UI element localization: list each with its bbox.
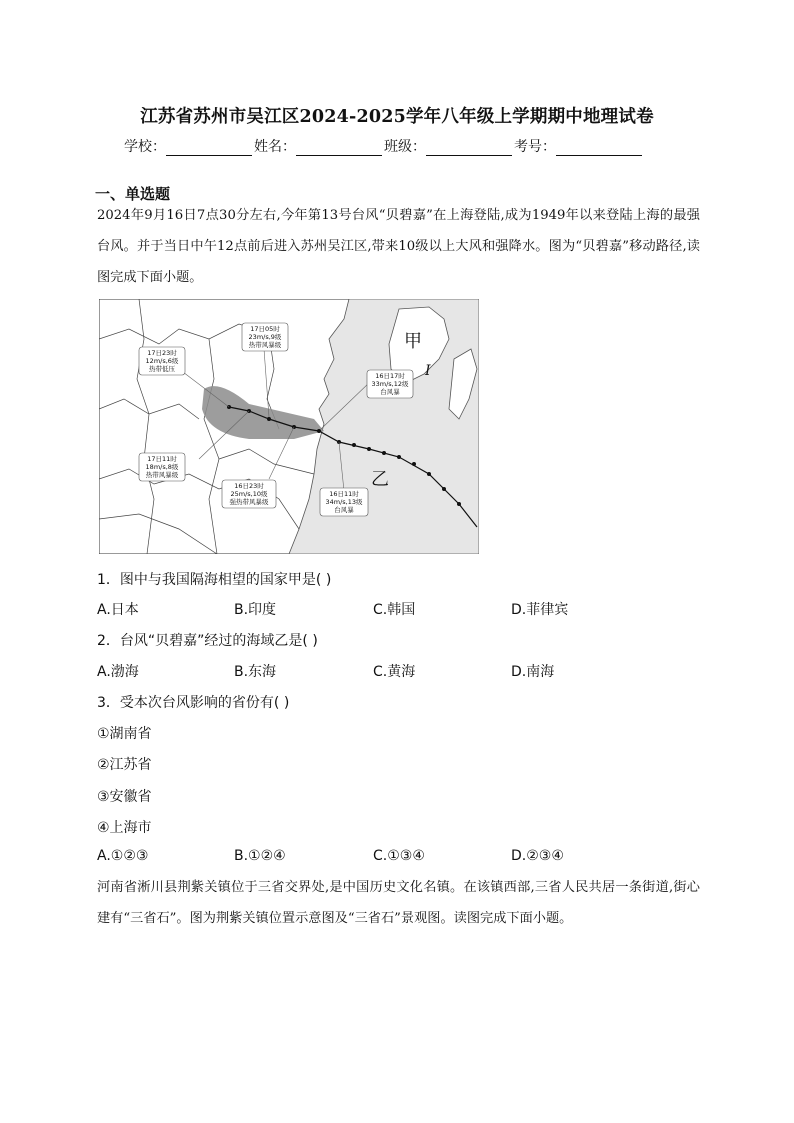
- q2-option-c[interactable]: C.黄海: [373, 664, 416, 680]
- svg-text:热带风暴级: 热带风暴级: [145, 471, 179, 479]
- q3-item-2: ②江苏省: [97, 757, 152, 773]
- question-3-stem: 3．受本次台风影响的省份有( ): [97, 695, 290, 711]
- exam-no-blank[interactable]: [556, 139, 642, 156]
- q2-option-d[interactable]: D.南海: [511, 664, 555, 680]
- svg-text:16日17时: 16日17时: [375, 372, 405, 380]
- class-blank[interactable]: [426, 139, 512, 156]
- school-blank[interactable]: [166, 139, 252, 156]
- student-info-line: [124, 136, 644, 156]
- svg-text:台风暴: 台风暴: [334, 506, 354, 514]
- svg-text:18m/s,8级: 18m/s,8级: [145, 463, 179, 471]
- svg-text:I: I: [425, 363, 431, 379]
- callout-16-23: [222, 480, 276, 508]
- q2-option-a[interactable]: A.渤海: [97, 664, 139, 680]
- q1-option-c[interactable]: C.韩国: [373, 602, 416, 618]
- name-label: 姓名：: [254, 139, 296, 155]
- q1-option-d[interactable]: D.菲律宾: [511, 602, 569, 618]
- q3-option-d[interactable]: D.②③④: [511, 848, 564, 864]
- svg-text:16日11时: 16日11时: [329, 490, 359, 498]
- svg-text:12m/s,6级: 12m/s,6级: [145, 357, 179, 365]
- class-label: 班级：: [384, 139, 426, 155]
- q3-option-c[interactable]: C.①③④: [373, 848, 425, 864]
- label-jia: 甲: [404, 331, 422, 352]
- svg-text:23m/s,9级: 23m/s,9级: [248, 333, 282, 341]
- q3-item-3: ③安徽省: [97, 789, 152, 805]
- q3-item-4: ④上海市: [97, 820, 152, 836]
- passage-typhoon: 2024年9月16日7点30分左右,今年第13号台风“贝碧嘉”在上海登陆,成为1949年以来登陆上海的最强台风。并于当日中午12点前后进入苏州吴江区,带来10级以上大风和强降水。图为“贝碧嘉”移动路径,读图完成下面小题。: [97, 208, 700, 285]
- svg-text:17日05时: 17日05时: [250, 325, 280, 333]
- q1-option-a[interactable]: A.日本: [97, 602, 139, 618]
- school-label: 学校：: [124, 139, 166, 155]
- svg-text:热带风暴级: 热带风暴级: [248, 341, 282, 349]
- callout-16-11: [320, 488, 368, 516]
- svg-text:33m/s,12级: 33m/s,12级: [371, 380, 409, 388]
- callout-17-23: [139, 347, 185, 375]
- name-blank[interactable]: [296, 139, 382, 156]
- callout-16-17: [367, 370, 413, 398]
- svg-text:热带低压: 热带低压: [149, 365, 175, 373]
- svg-text:34m/s,13级: 34m/s,13级: [325, 498, 363, 506]
- question-1-stem: 1．图中与我国隔海相望的国家甲是( ): [97, 572, 332, 588]
- q1-option-b[interactable]: B.印度: [234, 602, 277, 618]
- page-title: 江苏省苏州市吴江区2024-2025学年八年级上学期期中地理试卷: [140, 107, 654, 127]
- typhoon-track-map: [99, 299, 479, 554]
- q3-item-1: ①湖南省: [97, 726, 152, 742]
- svg-text:台风暴: 台风暴: [380, 388, 400, 396]
- svg-text:强热带风暴级: 强热带风暴级: [229, 498, 269, 506]
- svg-text:25m/s,10级: 25m/s,10级: [230, 490, 268, 498]
- question-2-stem: 2．台风“贝碧嘉”经过的海域乙是( ): [97, 633, 318, 649]
- q3-option-b[interactable]: B.①②④: [234, 848, 286, 864]
- svg-text:17日23时: 17日23时: [147, 349, 177, 357]
- callout-17-05: [242, 323, 288, 351]
- callout-17-11: [139, 453, 185, 481]
- svg-text:17日11时: 17日11时: [147, 455, 177, 463]
- exam-no-label: 考号：: [514, 139, 556, 155]
- passage-jingziguan: 河南省淅川县荆紫关镇位于三省交界处,是中国历史文化名镇。在该镇西部,三省人民共居一条街道,街心建有“三省石”。图为荆紫关镇位置示意图及“三省石”景观图。读图完成下面小题。: [97, 880, 700, 926]
- svg-text:16日23时: 16日23时: [234, 482, 264, 490]
- q2-option-b[interactable]: B.东海: [234, 664, 277, 680]
- label-yi: 乙: [371, 469, 389, 490]
- section-heading: 一、单选题: [95, 185, 171, 203]
- q3-option-a[interactable]: A.①②③: [97, 848, 149, 864]
